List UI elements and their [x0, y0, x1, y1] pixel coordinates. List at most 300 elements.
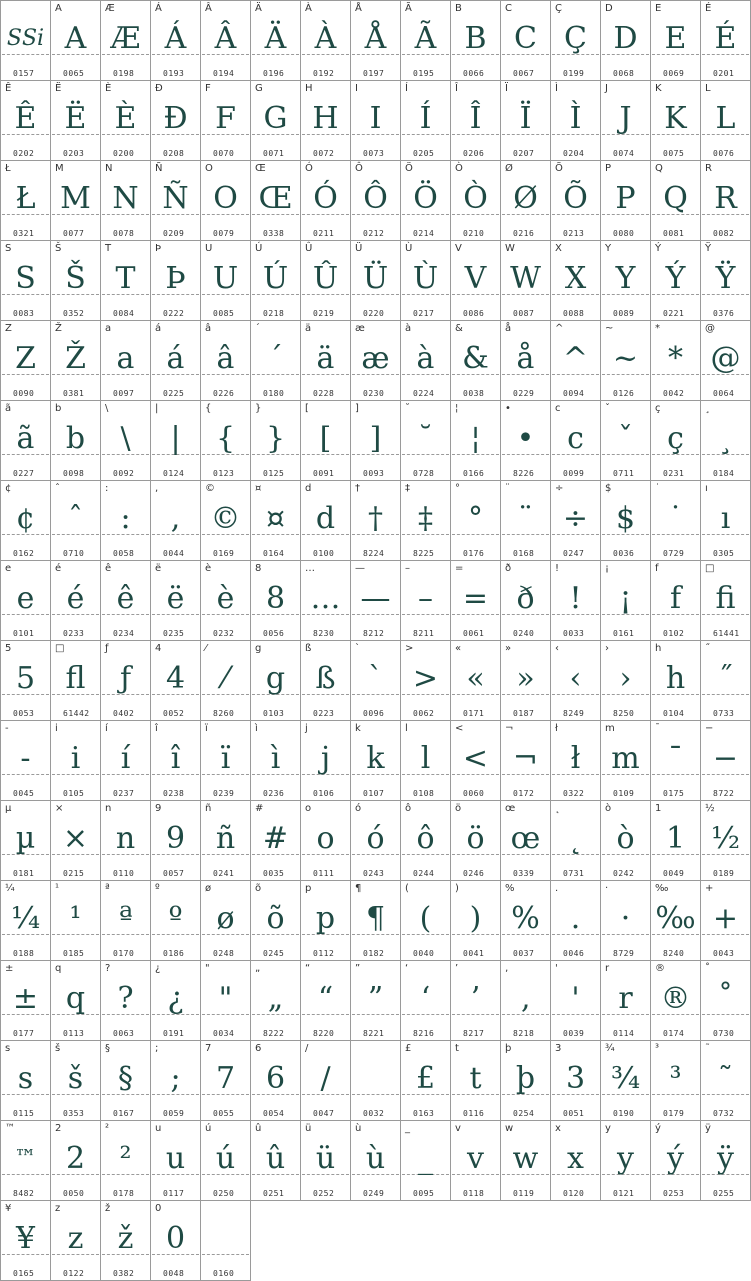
glyph-code: 0072 — [313, 149, 335, 158]
glyph-cell — [100, 880, 151, 961]
glyph-code: 0100 — [313, 549, 335, 558]
glyph-sample: Á — [164, 21, 187, 56]
glyph-code: 0181 — [13, 869, 35, 878]
glyph-cell — [250, 480, 301, 561]
glyph-sample: 9 — [165, 821, 186, 856]
glyph-cell — [700, 800, 751, 881]
glyph-cell-label: Œ — [255, 163, 266, 174]
glyph-sample: › — [619, 661, 632, 696]
glyph-code: 8249 — [563, 709, 585, 718]
glyph-cell — [450, 400, 501, 481]
glyph-code: 0050 — [63, 1189, 85, 1198]
glyph-cell — [650, 880, 701, 961]
glyph-cell-label: $ — [605, 483, 612, 494]
glyph-code: 0382 — [113, 1269, 135, 1278]
glyph-cell — [100, 80, 151, 161]
glyph-code: 8230 — [313, 629, 335, 638]
glyph-cell — [550, 0, 601, 81]
glyph-cell — [500, 960, 551, 1041]
glyph-cell — [650, 560, 701, 641]
glyph-code: 0230 — [363, 389, 385, 398]
glyph-sample: Đ — [163, 101, 188, 136]
glyph-code: 0166 — [463, 469, 485, 478]
glyph-sample: H — [312, 101, 339, 136]
glyph-code: 0199 — [563, 69, 585, 78]
glyph-code: 8225 — [413, 549, 435, 558]
glyph-cell-label: ˛ — [555, 803, 560, 814]
glyph-code: 0081 — [663, 229, 685, 238]
glyph-sample: Ê — [14, 101, 37, 136]
glyph-code: 0204 — [563, 149, 585, 158]
glyph-cell — [250, 1040, 301, 1121]
glyph-code: 0039 — [563, 1029, 585, 1038]
glyph-cell-label: @ — [705, 323, 715, 334]
glyph-code: 0252 — [313, 1189, 335, 1198]
glyph-code: 8221 — [363, 1029, 385, 1038]
glyph-cell — [450, 640, 501, 721]
glyph-cell-label: ç — [655, 403, 661, 414]
glyph-cell — [150, 320, 201, 401]
glyph-cell-label: œ — [505, 803, 516, 814]
glyph-code: 0235 — [163, 629, 185, 638]
glyph-cell-label: ¾ — [605, 1043, 615, 1054]
glyph-cell-label: 1 — [655, 803, 662, 814]
glyph-code: 0108 — [413, 789, 435, 798]
glyph-cell-label: ¹ — [55, 883, 60, 894]
glyph-code: 0219 — [313, 309, 335, 318]
glyph-code: 8220 — [313, 1029, 335, 1038]
glyph-cell — [50, 160, 101, 241]
glyph-cell-label: B — [455, 3, 462, 14]
glyph-sample: ¬ — [512, 741, 539, 776]
glyph-code: 0217 — [413, 309, 435, 318]
glyph-cell — [250, 0, 301, 81]
glyph-cell-label: Ÿ — [705, 243, 712, 254]
glyph-cell — [200, 800, 251, 881]
glyph-cell — [300, 80, 351, 161]
glyph-sample: < — [462, 741, 489, 776]
glyph-code: 0203 — [63, 149, 85, 158]
glyph-cell — [350, 960, 401, 1041]
glyph-sample: ' — [571, 981, 580, 1016]
glyph-code: 0353 — [63, 1109, 85, 1118]
glyph-cell-label: ë — [155, 563, 162, 574]
glyph-code: 0243 — [363, 869, 385, 878]
glyph-code: 0042 — [663, 389, 685, 398]
glyph-sample: ; — [170, 1061, 181, 1096]
glyph-sample: ˝ — [718, 661, 733, 696]
glyph-sample: Ö — [413, 181, 438, 216]
glyph-cell-label: T — [105, 243, 112, 254]
glyph-code: 0048 — [163, 1269, 185, 1278]
glyph-code: 0710 — [63, 549, 85, 558]
glyph-code: 0730 — [713, 1029, 735, 1038]
glyph-cell-label: ‡ — [405, 483, 410, 494]
glyph-cell-label: 4 — [155, 643, 162, 654]
glyph-cell-label: Á — [155, 3, 162, 14]
glyph-cell-label: G — [255, 83, 263, 94]
glyph-cell — [300, 960, 351, 1041]
glyph-code: 0105 — [63, 789, 85, 798]
glyph-code: 0236 — [263, 789, 285, 798]
glyph-cell-label: ˜ — [705, 1043, 710, 1054]
glyph-sample: g — [265, 661, 286, 696]
glyph-cell — [200, 240, 251, 321]
glyph-cell — [250, 640, 301, 721]
glyph-cell-label: t — [455, 1043, 459, 1054]
glyph-cell — [650, 960, 701, 1041]
glyph-code: 0223 — [313, 709, 335, 718]
glyph-cell — [600, 80, 651, 161]
glyph-cell — [250, 960, 301, 1041]
glyph-sample: 7 — [215, 1061, 236, 1096]
glyph-cell-label: ž — [105, 1203, 111, 1214]
glyph-code: 0196 — [263, 69, 285, 78]
glyph-cell — [300, 160, 351, 241]
glyph-sample: ‡ — [418, 501, 433, 536]
glyph-code: 0116 — [463, 1109, 485, 1118]
glyph-cell-label: ? — [105, 963, 111, 974]
glyph-cell — [400, 960, 451, 1041]
glyph-cell — [150, 480, 201, 561]
glyph-cell — [450, 960, 501, 1041]
glyph-cell — [550, 400, 601, 481]
glyph-sample: Ñ — [162, 181, 189, 216]
glyph-cell — [350, 1040, 401, 1121]
glyph-cell-label: ¸ — [705, 403, 710, 414]
glyph-code: 0169 — [213, 549, 235, 558]
glyph-code: 0089 — [613, 309, 635, 318]
glyph-cell-label: ñ — [205, 803, 212, 814]
glyph-sample: ý — [667, 1141, 684, 1176]
glyph-code: 0254 — [513, 1109, 535, 1118]
glyph-code: 61442 — [63, 709, 90, 718]
glyph-code: 0117 — [163, 1189, 185, 1198]
glyph-code: 0062 — [413, 709, 435, 718]
glyph-cell — [200, 480, 251, 561]
glyph-cell — [150, 0, 201, 81]
glyph-cell — [600, 480, 651, 561]
glyph-sample: ˘ — [418, 421, 433, 456]
glyph-sample: Æ — [110, 21, 141, 56]
glyph-code: 0381 — [63, 389, 85, 398]
glyph-cell-label: Ý — [655, 243, 662, 254]
glyph-cell — [300, 1040, 351, 1121]
glyph-code: 0224 — [413, 389, 435, 398]
glyph-cell — [500, 1120, 551, 1201]
glyph-sample: C — [514, 21, 537, 56]
glyph-cell — [250, 560, 301, 641]
glyph-sample: − — [712, 741, 739, 776]
glyph-code: 0168 — [513, 549, 535, 558]
glyph-code: 0053 — [13, 709, 35, 718]
glyph-cell-label: È — [105, 83, 112, 94]
glyph-cell — [450, 800, 501, 881]
glyph-code: 0093 — [363, 469, 385, 478]
glyph-cell-label: W — [505, 243, 515, 254]
glyph-sample: [ — [319, 421, 332, 456]
glyph-cell-label: ô — [405, 803, 412, 814]
glyph-sample: { — [215, 421, 236, 456]
glyph-code: 0233 — [63, 629, 85, 638]
glyph-sample: ¸ — [718, 421, 733, 456]
glyph-sample: ¿ — [167, 981, 184, 1016]
glyph-cell — [650, 720, 701, 801]
glyph-code: 0733 — [713, 709, 735, 718]
glyph-cell-label: u — [155, 1123, 162, 1134]
glyph-cell — [550, 560, 601, 641]
glyph-code: 0225 — [163, 389, 185, 398]
glyph-cell-label: é — [55, 563, 62, 574]
glyph-sample: ” — [367, 981, 384, 1016]
glyph-sample: “ — [317, 981, 334, 1016]
glyph-code: 0032 — [363, 1109, 385, 1118]
glyph-cell-label: “ — [305, 963, 311, 974]
glyph-code: 0222 — [163, 309, 185, 318]
glyph-code: 0122 — [63, 1269, 85, 1278]
glyph-sample: 6 — [265, 1061, 286, 1096]
glyph-sample: Œ — [258, 181, 293, 216]
glyph-sample: " — [218, 981, 233, 1016]
glyph-cell-label: g — [255, 643, 262, 654]
glyph-cell-label: Ù — [405, 243, 413, 254]
glyph-cell — [450, 560, 501, 641]
glyph-code: 0092 — [113, 469, 135, 478]
glyph-cell — [250, 720, 301, 801]
glyph-cell — [250, 240, 301, 321]
glyph-cell — [250, 400, 301, 481]
glyph-code: 0321 — [13, 229, 35, 238]
glyph-cell-label: E — [655, 3, 662, 14]
glyph-cell — [300, 560, 351, 641]
glyph-code: 0240 — [513, 629, 535, 638]
glyph-code: 0177 — [13, 1029, 35, 1038]
glyph-code: 0164 — [263, 549, 285, 558]
glyph-cell-label: ½ — [705, 803, 715, 814]
glyph-sample: 0 — [165, 1221, 186, 1256]
glyph-sample: … — [310, 581, 341, 616]
glyph-cell — [700, 640, 751, 721]
glyph-code: 0208 — [163, 149, 185, 158]
glyph-sample: ³ — [669, 1061, 682, 1096]
glyph-cell-label: ü — [305, 1123, 312, 1134]
glyph-cell — [100, 1120, 151, 1201]
glyph-cell — [300, 1120, 351, 1201]
glyph-sample: £ — [415, 1061, 436, 1096]
glyph-code: 0090 — [13, 389, 35, 398]
glyph-sample: Î — [469, 101, 482, 136]
glyph-sample: Ý — [665, 261, 686, 296]
glyph-code: 0170 — [113, 949, 135, 958]
glyph-cell-label: ¬ — [505, 723, 514, 734]
glyph-cell-label: § — [105, 1043, 110, 1054]
glyph-cell-label: ú — [205, 1123, 212, 1134]
glyph-sample: Š — [65, 261, 86, 296]
glyph-code: 0197 — [363, 69, 385, 78]
glyph-code: 0069 — [663, 69, 685, 78]
glyph-sample: ä — [316, 341, 335, 376]
glyph-sample: ˆ — [68, 501, 83, 536]
glyph-code: 0056 — [263, 629, 285, 638]
glyph-cell — [450, 480, 501, 561]
glyph-sample: » — [516, 661, 535, 696]
glyph-code: 8250 — [613, 709, 635, 718]
glyph-sample: x — [567, 1141, 584, 1176]
glyph-cell-label: Ñ — [155, 163, 163, 174]
glyph-sample: ~ — [612, 341, 639, 376]
glyph-code: 0234 — [113, 629, 135, 638]
glyph-sample: ï — [220, 741, 231, 776]
glyph-code: 0060 — [463, 789, 485, 798]
glyph-sample: : — [120, 501, 131, 536]
glyph-cell-label: ¡ — [605, 563, 610, 574]
glyph-code: 0239 — [213, 789, 235, 798]
glyph-cell — [350, 320, 401, 401]
glyph-code: 0175 — [663, 789, 685, 798]
glyph-sample: © — [210, 501, 241, 536]
glyph-cell-label: ˝ — [705, 643, 710, 654]
glyph-sample — [351, 1053, 400, 1105]
glyph-cell-label: ° — [455, 483, 460, 494]
glyph-sample: K — [664, 101, 687, 136]
glyph-cell-label: v — [455, 1123, 461, 1134]
glyph-code: 0073 — [363, 149, 385, 158]
glyph-cell-label: › — [605, 643, 609, 654]
glyph-cell — [150, 640, 201, 721]
glyph-cell — [450, 320, 501, 401]
glyph-cell — [400, 1040, 451, 1121]
glyph-sample: | — [170, 421, 181, 456]
glyph-code: 0055 — [213, 1109, 235, 1118]
glyph-cell — [550, 960, 601, 1041]
glyph-cell — [100, 960, 151, 1041]
glyph-sample: Z — [15, 341, 36, 376]
glyph-code: 0078 — [113, 229, 135, 238]
glyph-sample: ] — [369, 421, 382, 456]
glyph-cell-label: [ — [305, 403, 309, 414]
glyph-cell — [450, 80, 501, 161]
glyph-cell-label: d — [305, 483, 312, 494]
glyph-cell-label: û — [255, 1123, 262, 1134]
glyph-code: 0038 — [463, 389, 485, 398]
glyph-cell-label: ß — [305, 643, 312, 654]
glyph-sample: ÿ — [717, 1141, 734, 1176]
glyph-cell — [450, 880, 501, 961]
glyph-cell-label: V — [455, 243, 462, 254]
glyph-sample: ‚ — [520, 981, 531, 1016]
glyph-cell — [150, 880, 201, 961]
glyph-cell — [100, 400, 151, 481]
glyph-cell-label: ã — [5, 403, 12, 414]
glyph-cell — [500, 160, 551, 241]
glyph-sample: ⁄ — [222, 661, 228, 696]
glyph-cell-label: ' — [555, 963, 558, 974]
glyph-cell-label: á — [155, 323, 162, 334]
glyph-cell-label: Ô — [355, 163, 363, 174]
glyph-cell — [700, 560, 751, 641]
glyph-code: 8224 — [363, 549, 385, 558]
glyph-cell — [600, 160, 651, 241]
glyph-cell-label: ˚ — [705, 963, 710, 974]
glyph-cell — [100, 720, 151, 801]
glyph-cell-label: Ä — [255, 3, 262, 14]
glyph-cell-label: N — [105, 163, 113, 174]
glyph-cell-label: a — [105, 323, 112, 334]
glyph-cell-label: " — [205, 963, 210, 974]
glyph-sample: û — [265, 1141, 286, 1176]
glyph-cell — [550, 320, 601, 401]
glyph-code: 0046 — [563, 949, 585, 958]
glyph-code: 0711 — [613, 469, 635, 478]
glyph-cell — [600, 720, 651, 801]
glyph-sample: N — [112, 181, 139, 216]
glyph-code: 0322 — [563, 789, 585, 798]
glyph-code: 0098 — [63, 469, 85, 478]
glyph-cell — [0, 240, 51, 321]
glyph-cell — [150, 1200, 201, 1281]
glyph-code: 0247 — [563, 549, 585, 558]
glyph-sample: o — [316, 821, 335, 856]
glyph-cell-label: b — [55, 403, 62, 414]
glyph-sample: à — [416, 341, 435, 376]
glyph-cell — [400, 160, 451, 241]
glyph-cell — [50, 800, 101, 881]
glyph-cell-label: F — [205, 83, 211, 94]
glyph-cell — [50, 240, 101, 321]
glyph-sample: ` — [368, 661, 383, 696]
glyph-code: 0205 — [413, 149, 435, 158]
glyph-cell-label: º — [155, 883, 160, 894]
glyph-cell — [0, 0, 51, 81]
glyph-code: 0057 — [163, 869, 185, 878]
glyph-cell — [400, 480, 451, 561]
glyph-sample: z — [67, 1221, 84, 1256]
glyph-sample: v — [467, 1141, 484, 1176]
glyph-code: 0211 — [313, 229, 335, 238]
glyph-code: 8722 — [713, 789, 735, 798]
glyph-sample: h — [665, 661, 686, 696]
glyph-cell — [450, 0, 501, 81]
glyph-sample: m — [611, 741, 640, 776]
glyph-cell-label: ˆ — [55, 483, 60, 494]
glyph-sample: ò — [616, 821, 635, 856]
glyph-code: 61441 — [713, 629, 740, 638]
glyph-code: 0097 — [113, 389, 135, 398]
glyph-code: 0058 — [113, 549, 135, 558]
glyph-code: 0732 — [713, 1109, 735, 1118]
glyph-cell — [600, 400, 651, 481]
glyph-cell — [650, 160, 701, 241]
glyph-cell-label: P — [605, 163, 612, 174]
glyph-code: 0084 — [113, 309, 135, 318]
glyph-cell-label: ¿ — [155, 963, 161, 974]
glyph-sample: y — [617, 1141, 634, 1176]
glyph-cell-label: z — [55, 1203, 61, 1214]
glyph-code: 0047 — [313, 1109, 335, 1118]
glyph-cell-label: \ — [105, 403, 109, 414]
glyph-cell — [200, 160, 251, 241]
glyph-sample: q — [65, 981, 86, 1016]
glyph-cell-label: 5 — [5, 643, 12, 654]
glyph-cell-label: 0 — [155, 1203, 162, 1214]
glyph-cell — [200, 640, 251, 721]
glyph-cell-label: / — [305, 1043, 309, 1054]
glyph-code: 0101 — [13, 629, 35, 638]
glyph-sample: f — [669, 581, 682, 616]
glyph-cell-label: ï — [205, 723, 208, 734]
glyph-sample: ù — [365, 1141, 386, 1176]
glyph-sample: ½ — [710, 821, 741, 856]
